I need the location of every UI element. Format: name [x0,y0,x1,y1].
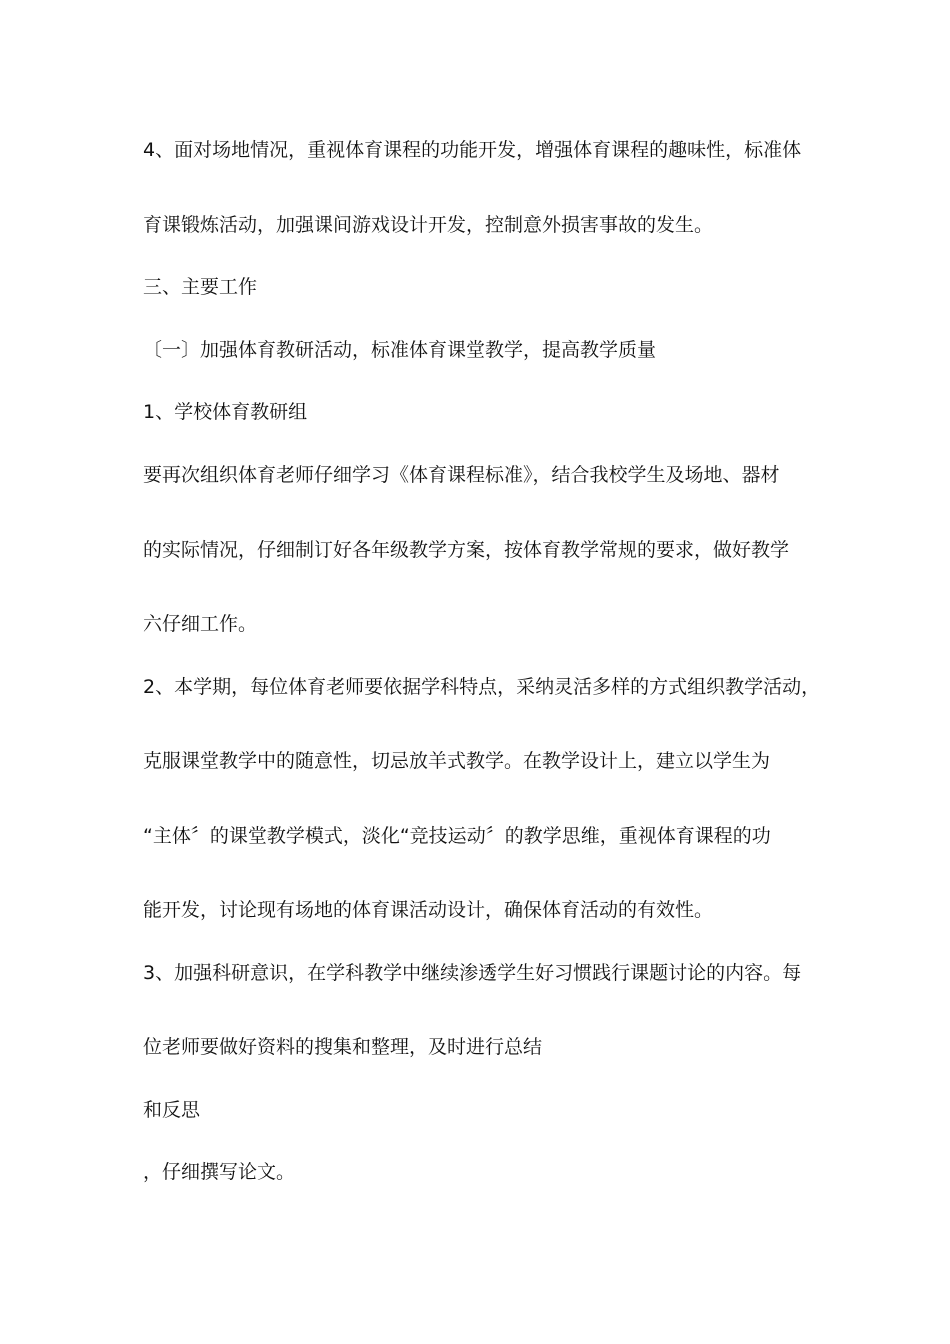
paragraph-item4-line1: 4、面对场地情况，重视体育课程的功能开发，增强体育课程的趣味性，标准体 [143,139,802,161]
paragraph-item4-line2: 育课锻炼活动，加强课间游戏设计开发，控制意外损害事故的发生。 [143,214,714,236]
section-heading-main-work: 三、主要工作 [143,276,258,298]
item-heading-1: 1、学校体育教研组 [143,401,308,423]
paragraph-item2-line4: 能开发，讨论现有场地的体育课活动设计，确保体育活动的有效性。 [143,899,714,921]
paragraph-item3-line4: ，仔细撰写论文。 [143,1161,296,1183]
paragraph-item2-line2: 克服课堂教学中的随意性，切忌放羊式教学。在教学设计上，建立以学生为 [143,750,771,772]
paragraph-item2-line1: 2、本学期，每位体育老师要依据学科特点，采纳灵活多样的方式组织教学活动， [143,676,821,698]
paragraph-item3-line1: 3、加强科研意识，在学科教学中继续渗透学生好习惯践行课题讨论的内容。每 [143,962,802,984]
paragraph-item1-line3: 六仔细工作。 [143,613,258,635]
paragraph-item1-line1: 要再次组织体育老师仔细学习《体育课程标准》，结合我校学生及场地、器材 [143,464,780,486]
subsection-heading-1: 〔一〕加强体育教研活动，标准体育课堂教学，提高教学质量 [143,339,657,361]
paragraph-item3-line2: 位老师要做好资料的搜集和整理，及时进行总结 [143,1036,543,1058]
paragraph-item2-line3: “主体〞的课堂教学模式，淡化“竞技运动〞的教学思维，重视体育课程的功 [143,825,771,847]
paragraph-item3-line3: 和反思 [143,1099,201,1121]
paragraph-item1-line2: 的实际情况，仔细制订好各年级教学方案，按体育教学常规的要求，做好教学 [143,539,790,561]
